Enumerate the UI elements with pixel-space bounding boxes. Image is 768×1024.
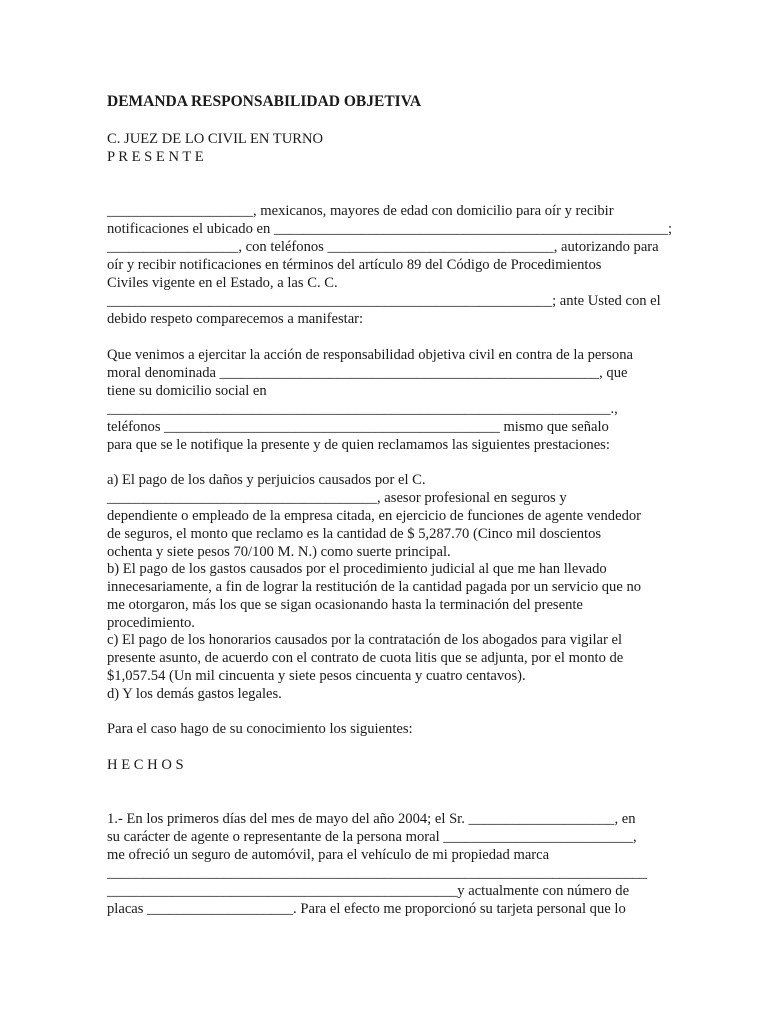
fact-line: su carácter de agente o representante de la persona moral __________________________, [107,829,637,845]
claim-line: dependiente o empleado de la empresa citada, en ejercicio de funciones de agente vendedor [107,508,642,524]
action-line: tiene su domicilio social en [107,383,267,399]
claim-line: b) El pago de los gastos causados por el procedimiento judicial al que me han llevado [107,561,607,577]
claim-line: ochenta y siete pesos 70/100 M. N.) como suerte principal. [107,544,451,560]
addressee-line: C. JUEZ DE LO CIVIL EN TURNO [107,131,324,147]
fact-line: me ofreció un seguro de automóvil, para el vehículo de mi propiedad marca [107,847,550,863]
claim-line: presente asunto, de acuerdo con el contrato de cuota litis que se adjunta, por el monto de [107,650,624,666]
intro-line: oír y recibir notificaciones en términos del artículo 89 del Código de Procedimientos [107,257,602,273]
intro-line: ____________________, mexicanos, mayores de edad con domicilio para oír y recibir [107,203,614,219]
intro-line: debido respeto comparecemos a manifestar: [107,311,364,327]
action-line: _____________________________________________________________________., [107,401,618,417]
claim-line: procedimiento. [107,615,195,631]
fact-line: placas ____________________. Para el efecto me proporcionó su tarjeta personal que lo [107,901,626,917]
action-line: Que venimos a ejercitar la acción de responsabilidad objetiva civil en contra de la persona [107,347,633,363]
action-line: moral denominada ____________________________________________________, que [107,365,628,381]
intro-line: notificaciones el ubicado en ______________________________________________________; [107,221,673,237]
claim-line: c) El pago de los honorarios causados por la contratación de los abogados para vigilar el [107,632,623,648]
claim-line: _____________________________________, asesor profesional en seguros y [107,490,567,506]
facts-heading: H E C H O S [107,757,184,773]
claim-line: $1,057.54 (Un mil cincuenta y siete pesos cincuenta y cuatro centavos). [107,668,526,684]
claim-line: de seguros, el monto que reclamo es la cantidad de $ 5,287.70 (Cinco mil doscientos [107,526,602,542]
claim-line: d) Y los demás gastos legales. [107,686,282,702]
action-line: para que se le notifique la presente y de quien reclamamos las siguientes prestaciones: [107,437,610,453]
presente-line: P R E S E N T E [107,149,204,165]
fact-line: ________________________________________________y actualmente con número de [107,883,630,899]
facts-intro: Para el caso hago de su conocimiento los siguientes: [107,721,413,737]
claim-line: innecesariamente, a fin de lograr la restitución de la cantidad pagada por un servicio que no [107,579,642,595]
claim-line: me otorgaron, más los que se sigan ocasionando hasta la terminación del presente [107,597,583,613]
intro-line: Civiles vigente en el Estado, a las C. C. [107,275,338,291]
claim-line: a) El pago de los daños y perjuicios causados por el C. [107,472,426,488]
document-title: DEMANDA RESPONSABILIDAD OBJETIVA [107,93,422,110]
fact-line: 1.- En los primeros días del mes de mayo del año 2004; el Sr. ____________________, en [107,811,636,827]
action-line: teléfonos ______________________________________________ mismo que señalo [107,419,609,435]
intro-line: _____________________________________________________________; ante Usted con el [107,293,661,309]
fact-line: __________________________________________________________________________ [107,865,647,881]
intro-line: __________________, con teléfonos _______________________________, autorizando para [107,239,659,255]
